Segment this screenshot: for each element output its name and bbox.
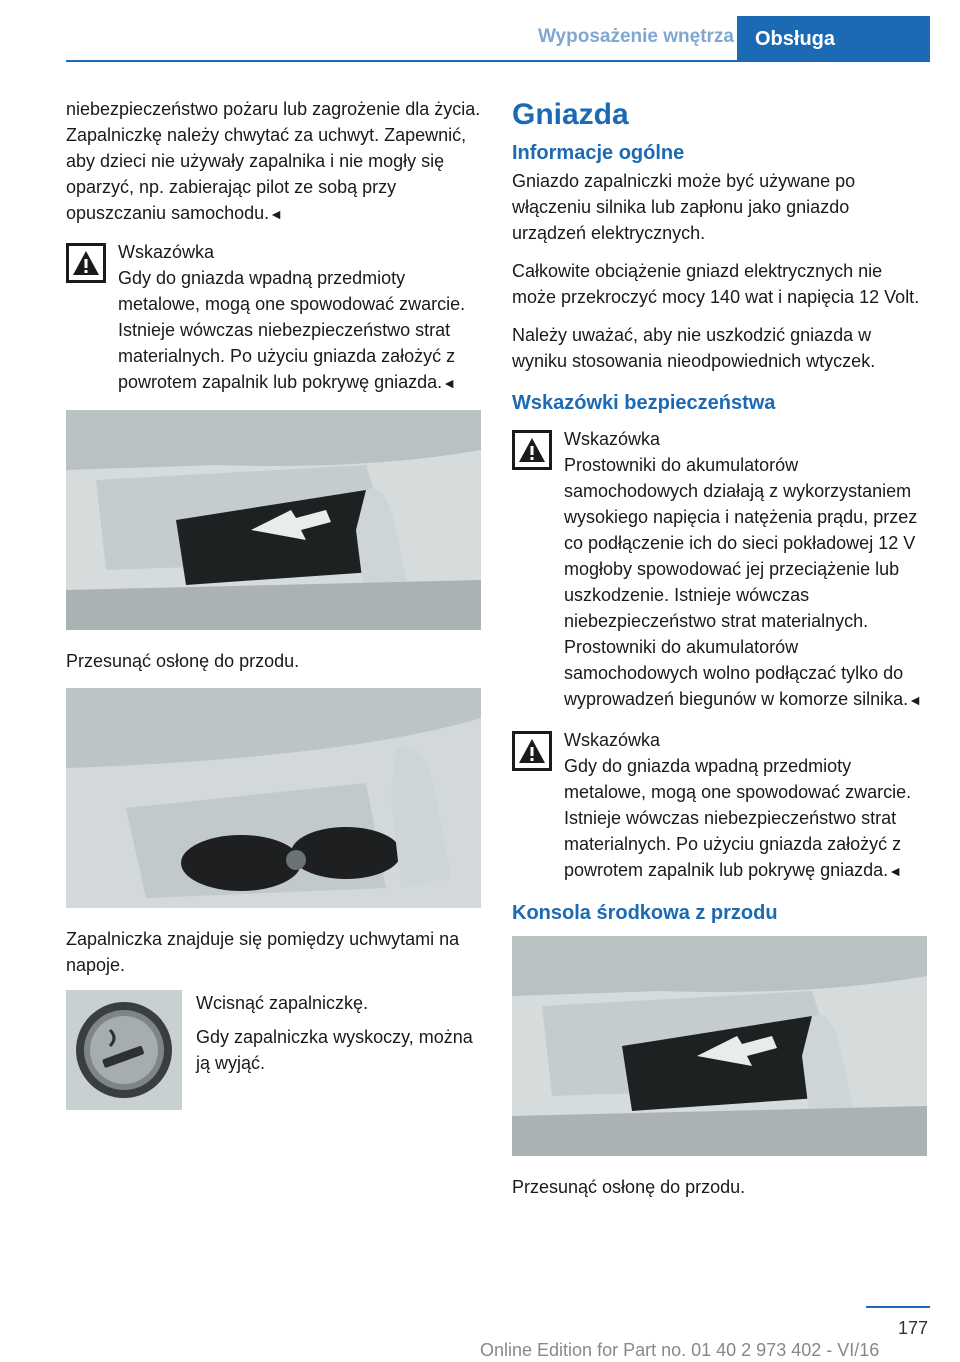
intro-paragraph: niebezpieczeństwo pożaru lub zagrożenie dla życia. Zapalniczkę należy chwytać za uchwyt. Zapewnić, aby dzieci nie używały zapalnika i nie mogły się oparzyć, np. zabierając pilot ze sobą przy opuszczaniu samochodu. ◄ xyxy=(66,96,481,227)
note-title: Wskazówka xyxy=(118,242,215,262)
note-block xyxy=(66,239,481,396)
section-heading: Gniazda xyxy=(512,98,629,131)
general-paragraph-2: Całkowite obciążenie gniazd elektrycznych nie może przekroczyć mocy 140 wat i napięcia 12 Volt. xyxy=(512,261,920,307)
page-number: 177 xyxy=(897,1318,928,1338)
caption-cover: Przesunąć osłonę do przodu. xyxy=(66,651,300,671)
general-paragraph-1: Gniazdo zapalniczki może być używane po włączeniu silnika lub zapłonu jako gniazdo urządzeń elektrycznych. xyxy=(512,171,856,243)
caption-cupholder: Zapalniczka znajduje się pomiędzy uchwytami na napoje. xyxy=(66,929,460,975)
note-text: Gdy do gniazda wpadną przedmioty metalowe, mogą one spowodować zwarcie. Istnieje wówczas niebezpieczeństwo strat materialnych. Po użyciu gniazda założyć z powrotem zapalnik lub pokrywę gniazda. ◄ xyxy=(66,265,481,396)
page-header xyxy=(0,0,960,62)
front-console-photo xyxy=(512,936,927,1156)
caption-front-console: Przesunąć osłonę do przodu. xyxy=(512,1177,746,1197)
subheading-general: Informacje ogólne xyxy=(512,142,685,164)
lighter-step-remove: Gdy zapalniczka wyskoczy, można ją wyjąć. xyxy=(196,1027,473,1073)
safety-note-1 xyxy=(512,426,928,713)
safety-note-1-text: Prostowniki do akumulatorów samochodowych działają z wykorzystaniem wysokiego napięcia i natężenia prądu, przez co podłączenie ich do sieci pokładowej 12 V mogłoby spowodować jej przeciążenie lub uszkodzenie. Istnieje wówczas niebezpieczeństwo strat materialnych. Prostowniki do akumulatorów samochodowych wolno podłączać tylko do wyprowadzeń biegunów w komorze silnika. ◄ xyxy=(512,452,928,713)
console-cover-photo xyxy=(66,410,481,630)
warning-icon xyxy=(512,731,552,771)
warning-icon xyxy=(512,430,552,470)
general-paragraph-3: Należy uważać, aby nie uszkodzić gniazda w wyniku stosowania nieodpowiednich wtyczek. xyxy=(512,325,876,371)
warning-icon xyxy=(66,243,106,283)
footer-rule xyxy=(866,1306,930,1308)
section-title: Wyposażenie wnętrza xyxy=(537,26,734,47)
left-column xyxy=(66,96,481,1110)
safety-note-2 xyxy=(512,727,928,884)
cupholder-photo xyxy=(66,688,481,908)
lighter-step-press: Wcisnąć zapalniczkę. xyxy=(196,993,369,1013)
chapter-tab: Obsługa xyxy=(737,16,930,62)
right-column xyxy=(512,96,928,1212)
header-rule xyxy=(66,60,930,62)
safety-note-2-title: Wskazówka xyxy=(564,730,661,750)
edition-label: Online Edition for Part no. 01 40 2 973 402 - VI/16 xyxy=(480,1340,880,1360)
lighter-instruction xyxy=(66,990,481,1110)
subheading-console: Konsola środkowa z przodu xyxy=(512,902,778,924)
subheading-safety: Wskazówki bezpieczeństwa xyxy=(512,392,776,414)
safety-note-1-title: Wskazówka xyxy=(564,429,661,449)
safety-note-2-text: Gdy do gniazda wpadną przedmioty metalowe, mogą one spowodować zwarcie. Istnieje wówczas niebezpieczeństwo strat materialnych. Po użyciu gniazda założyć z powrotem zapalnik lub pokrywę gniazda. ◄ xyxy=(512,753,928,884)
cigarette-lighter-icon xyxy=(66,990,182,1110)
